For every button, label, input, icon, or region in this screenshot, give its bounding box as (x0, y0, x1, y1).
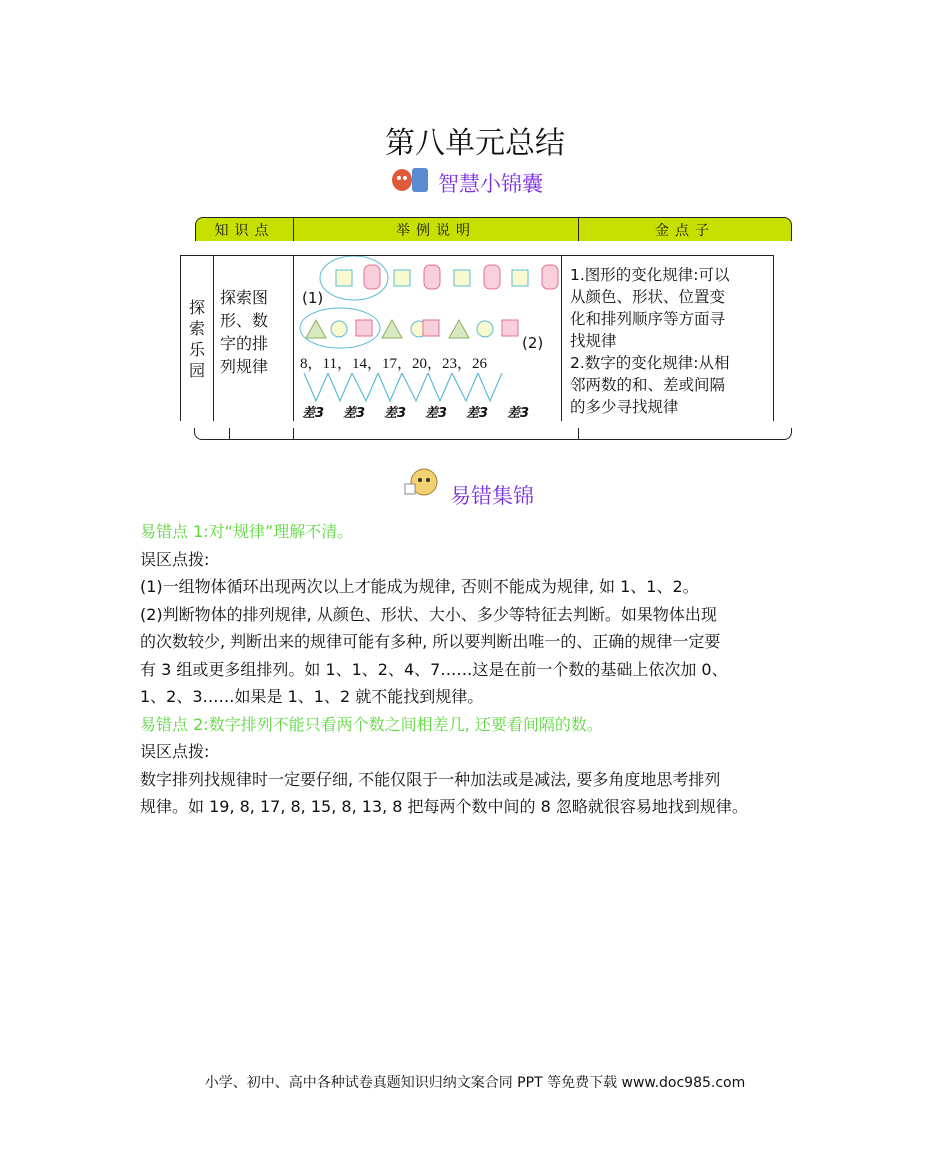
tip-line: 找规律 (570, 332, 617, 350)
topic-cell (214, 256, 294, 421)
difference-label: 差3 (466, 406, 489, 421)
summary-table (180, 255, 774, 421)
mistake-2-title: 易错点 2:数字排列不能只看两个数之间相差几, 还要看间隔的数。 (140, 714, 603, 734)
topic-line: 探索图 (220, 288, 269, 307)
category-char: 索 (188, 318, 205, 338)
books-mascot-icon (390, 160, 432, 194)
mistake-2-line: 规律。如 19, 8, 17, 8, 15, 8, 13, 8 把每两个数中间的 8 忽略就很容易地找到规律。 (140, 797, 748, 816)
header-examples: 举例说明 (294, 218, 579, 241)
mistake-1-line: (2)判断物体的排列规律, 从颜色、形状、大小、多少等特征去判断。如果物体出现 (140, 604, 717, 624)
tip-line: 2.数字的变化规律:从相 (570, 354, 730, 372)
difference-label: 差3 (343, 406, 366, 421)
category-char: 探 (188, 297, 205, 317)
difference-label: 差3 (507, 406, 530, 421)
tip-line: 邻两数的和、差或间隔 (570, 376, 726, 394)
mistake-1-line: 有 3 组或更多组排列。如 1、1、2、4、7……这是在前一个数的基础上依次加 0、 (140, 659, 728, 679)
mascot-icon (402, 466, 442, 500)
mistake-1-title: 易错点 1:对“规律”理解不清。 (140, 522, 354, 541)
tip-line: 的多少寻找规律 (570, 398, 679, 416)
footer-text: 小学、初中、高中各种试卷真题知识归纳文案合同 PPT 等免费下载 www.doc985.com (204, 1075, 746, 1091)
mistakes-body (140, 518, 810, 821)
pattern-2-shapes (306, 320, 518, 338)
tip-line: 从颜色、形状、位置变 (570, 288, 726, 306)
example-label-2: (2) (522, 334, 544, 352)
header-knowledge: 知识点 (196, 218, 294, 241)
table-header (195, 217, 792, 241)
tips-cell (562, 256, 773, 421)
number-sequence: 8，11，14，17，20，23，26 (300, 356, 487, 372)
difference-label: 差3 (384, 406, 407, 421)
difference-labels (302, 402, 540, 421)
tip-line: 1.图形的变化规律:可以 (570, 266, 730, 284)
section-heading-mistakes: 易错集锦 (450, 484, 534, 508)
header-tips: 金点子 (655, 222, 715, 239)
example-label-1: (1) (302, 289, 324, 307)
category-cell (181, 256, 214, 421)
page-title: 第八单元总结 (385, 126, 565, 161)
mistake-1-line: (1)一组物体循环出现两次以上才能成为规律, 否则不能成为规律, 如 1、1、2。 (140, 577, 699, 596)
topic-line: 形、数 (220, 311, 269, 330)
mistake-1-label: 误区点拨: (140, 549, 210, 569)
topic-line: 字的排 (220, 334, 269, 353)
category-char: 乐 (188, 339, 205, 359)
difference-zigzag (294, 373, 561, 403)
topic-line: 列规律 (220, 357, 269, 376)
mistake-2-line: 数字排列找规律时一定要仔细, 不能仅限于一种加法或是减法, 要多角度地思考排列 (140, 769, 721, 789)
mistake-1-line: 的次数较少, 判断出来的规律可能有多种, 所以要判断出唯一的、正确的规律一定要 (140, 632, 721, 651)
difference-label: 差3 (425, 406, 448, 421)
table-bottom-bracket (194, 428, 792, 440)
shape-patterns-figure (294, 256, 561, 351)
mistake-1-line: 1、2、3……如果是 1、1、2 就不能找到规律。 (140, 687, 484, 706)
category-char: 园 (188, 360, 205, 380)
example-cell (294, 256, 562, 421)
tip-line: 化和排列顺序等方面寻 (570, 310, 726, 328)
section-heading-tips: 智慧小锦囊 (438, 172, 543, 196)
difference-label: 差3 (302, 406, 325, 421)
mistake-2-label: 误区点拨: (140, 742, 210, 761)
